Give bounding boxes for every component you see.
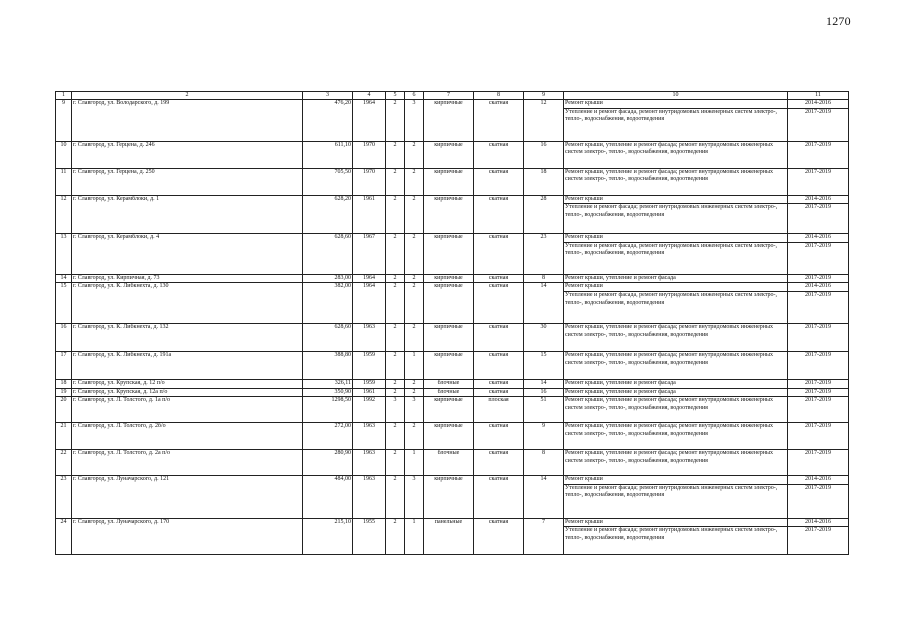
wall-material-cell: кирпичные bbox=[424, 323, 474, 351]
work-description-cell: Ремонт крыши, утепление и ремонт фасада; ремонт внутридомовых инженерных систем электро-, тепло-, водоснабжения, водоотведения bbox=[564, 351, 788, 379]
period-cell: 2017-2019 bbox=[788, 274, 849, 283]
area-cell: 382,00 bbox=[303, 283, 353, 324]
column-5-cell: 2 bbox=[386, 195, 405, 234]
address-cell: г. Славгород, ул. Володарского, д. 199 bbox=[72, 100, 303, 142]
column-5-cell: 2 bbox=[386, 100, 405, 142]
column-header: 11 bbox=[788, 92, 849, 100]
column-9-cell: 9 bbox=[524, 423, 564, 450]
roof-type-cell: скатная bbox=[474, 518, 524, 555]
housing-repair-table bbox=[55, 91, 849, 555]
column-5-cell: 2 bbox=[386, 388, 405, 397]
row-number: 15 bbox=[56, 283, 72, 324]
wall-material-cell: кирпичные bbox=[424, 476, 474, 519]
period-cell: 2017-2019 bbox=[788, 423, 849, 450]
year-cell: 1961 bbox=[353, 195, 386, 234]
row-number: 9 bbox=[56, 100, 72, 142]
period-cell: 2014-2016 bbox=[788, 100, 849, 109]
address-cell: г. Славгород, ул. К. Либкнехта, д. 132 bbox=[72, 323, 303, 351]
work-description-cell: Ремонт крыши, утепление и ремонт фасада; ремонт внутридомовых инженерных систем электро-, тепло-, водоснабжения, водоотведения bbox=[564, 168, 788, 195]
wall-material-cell: кирпичные bbox=[424, 195, 474, 234]
roof-type-cell: скатная bbox=[474, 351, 524, 379]
year-cell: 1963 bbox=[353, 423, 386, 450]
roof-type-cell: скатная bbox=[474, 168, 524, 195]
column-header: 9 bbox=[524, 92, 564, 100]
column-header: 8 bbox=[474, 92, 524, 100]
year-cell: 1955 bbox=[353, 518, 386, 555]
wall-material-cell: кирпичные bbox=[424, 397, 474, 423]
area-cell: 611,10 bbox=[303, 141, 353, 168]
row-number: 12 bbox=[56, 195, 72, 234]
wall-material-cell: кирпичные bbox=[424, 283, 474, 324]
address-cell: г. Славгород, ул. Кирпичная, д. 73 bbox=[72, 274, 303, 283]
row-number: 23 bbox=[56, 476, 72, 519]
year-cell: 1963 bbox=[353, 476, 386, 519]
work-description-cell: Ремонт крыши, утепление и ремонт фасада; ремонт внутридомовых инженерных систем электро-, тепло-, водоснабжения, водоотведения bbox=[564, 423, 788, 450]
column-6-cell: 2 bbox=[405, 283, 424, 324]
year-cell: 1964 bbox=[353, 100, 386, 142]
area-cell: 484,00 bbox=[303, 476, 353, 519]
work-description-cell: Утепление и ремонт фасада; ремонт внутридомовых инженерных систем электро-, тепло-, водоснабжения, водоотведения bbox=[564, 527, 788, 555]
column-header: 5 bbox=[386, 92, 405, 100]
address-cell: г. Славгород, ул. Керамблоки, д. 4 bbox=[72, 234, 303, 275]
table-row bbox=[56, 195, 849, 204]
column-9-cell: 14 bbox=[524, 476, 564, 519]
row-number: 24 bbox=[56, 518, 72, 555]
table-row bbox=[56, 141, 849, 168]
address-cell: г. Славгород, ул. Герцена, д. 246 bbox=[72, 141, 303, 168]
period-cell: 2017-2019 bbox=[788, 141, 849, 168]
work-description-cell: Ремонт крыши bbox=[564, 518, 788, 527]
year-cell: 1963 bbox=[353, 323, 386, 351]
area-cell: 280,90 bbox=[303, 450, 353, 476]
wall-material-cell: кирпичные bbox=[424, 141, 474, 168]
column-header: 10 bbox=[564, 92, 788, 100]
period-cell: 2017-2019 bbox=[788, 351, 849, 379]
column-5-cell: 2 bbox=[386, 234, 405, 275]
column-6-cell: 2 bbox=[405, 388, 424, 397]
period-cell: 2014-2016 bbox=[788, 234, 849, 243]
table-row bbox=[56, 351, 849, 379]
column-6-cell: 2 bbox=[405, 379, 424, 388]
column-9-cell: 15 bbox=[524, 351, 564, 379]
address-cell: г. Славгород, ул. К. Либкнехта, д. 191а bbox=[72, 351, 303, 379]
area-cell: 350,90 bbox=[303, 388, 353, 397]
page-number: 1270 bbox=[826, 14, 851, 28]
period-cell: 2014-2016 bbox=[788, 518, 849, 527]
table-row bbox=[56, 476, 849, 485]
address-cell: г. Славгород, ул. Керамблоки, д. 1 bbox=[72, 195, 303, 234]
column-6-cell: 2 bbox=[405, 195, 424, 234]
year-cell: 1970 bbox=[353, 168, 386, 195]
wall-material-cell: панельные bbox=[424, 518, 474, 555]
column-9-cell: 16 bbox=[524, 141, 564, 168]
address-cell: г. Славгород, ул. Крупская, д. 12а п/о bbox=[72, 388, 303, 397]
column-header: 6 bbox=[405, 92, 424, 100]
column-5-cell: 2 bbox=[386, 351, 405, 379]
address-cell: г. Славгород, ул. Луначарского, д. 121 bbox=[72, 476, 303, 519]
table-row bbox=[56, 234, 849, 243]
wall-material-cell: блочные bbox=[424, 450, 474, 476]
row-number: 19 bbox=[56, 388, 72, 397]
area-cell: 628,60 bbox=[303, 323, 353, 351]
column-9-cell: 14 bbox=[524, 283, 564, 324]
roof-type-cell: скатная bbox=[474, 379, 524, 388]
column-9-cell: 7 bbox=[524, 518, 564, 555]
year-cell: 1964 bbox=[353, 274, 386, 283]
column-9-cell: 23 bbox=[524, 234, 564, 275]
row-number: 17 bbox=[56, 351, 72, 379]
work-description-cell: Утепление и ремонт фасада, ремонт внутридомовых инженерных систем электро-, тепло-, водоснабжения, водоотведения bbox=[564, 108, 788, 141]
roof-type-cell: скатная bbox=[474, 100, 524, 142]
table-row bbox=[56, 388, 849, 397]
row-number: 10 bbox=[56, 141, 72, 168]
column-5-cell: 2 bbox=[386, 323, 405, 351]
area-cell: 388,80 bbox=[303, 351, 353, 379]
column-5-cell: 2 bbox=[386, 168, 405, 195]
row-number: 11 bbox=[56, 168, 72, 195]
roof-type-cell: скатная bbox=[474, 388, 524, 397]
column-5-cell: 2 bbox=[386, 141, 405, 168]
roof-type-cell: скатная bbox=[474, 323, 524, 351]
roof-type-cell: плоская bbox=[474, 397, 524, 423]
work-description-cell: Ремонт крыши bbox=[564, 195, 788, 204]
column-header: 3 bbox=[303, 92, 353, 100]
column-6-cell: 2 bbox=[405, 234, 424, 275]
column-9-cell: 51 bbox=[524, 397, 564, 423]
work-description-cell: Ремонт крыши, утепление и ремонт фасада; ремонт внутридомовых инженерных систем электро-, тепло-, водоснабжения, водоотведения bbox=[564, 397, 788, 423]
table-row bbox=[56, 283, 849, 292]
column-6-cell: 2 bbox=[405, 274, 424, 283]
address-cell: г. Славгород, ул. Л. Толстого, д. 2б/о bbox=[72, 423, 303, 450]
year-cell: 1959 bbox=[353, 379, 386, 388]
table-row bbox=[56, 423, 849, 450]
work-description-cell: Ремонт крыши, утепление и ремонт фасада; ремонт внутридомовых инженерных систем электро-, тепло-, водоснабжения, водоотведения bbox=[564, 141, 788, 168]
work-description-cell: Ремонт крыши bbox=[564, 283, 788, 292]
area-cell: 326,11 bbox=[303, 379, 353, 388]
roof-type-cell: скатная bbox=[474, 450, 524, 476]
row-number: 13 bbox=[56, 234, 72, 275]
work-description-cell: Ремонт крыши, утепление и ремонт фасада; ремонт внутридомовых инженерных систем электро-, тепло-, водоснабжения, водоотведения bbox=[564, 450, 788, 476]
period-cell: 2017-2019 bbox=[788, 388, 849, 397]
area-cell: 476,20 bbox=[303, 100, 353, 142]
column-header: 7 bbox=[424, 92, 474, 100]
table-row bbox=[56, 379, 849, 388]
period-cell: 2017-2019 bbox=[788, 397, 849, 423]
year-cell: 1963 bbox=[353, 450, 386, 476]
period-cell: 2017-2019 bbox=[788, 291, 849, 323]
column-5-cell: 2 bbox=[386, 379, 405, 388]
column-9-cell: 12 bbox=[524, 100, 564, 142]
column-5-cell: 2 bbox=[386, 283, 405, 324]
table-row bbox=[56, 100, 849, 109]
column-5-cell: 3 bbox=[386, 397, 405, 423]
column-6-cell: 1 bbox=[405, 450, 424, 476]
year-cell: 1967 bbox=[353, 234, 386, 275]
column-header: 1 bbox=[56, 92, 72, 100]
column-6-cell: 3 bbox=[405, 100, 424, 142]
work-description-cell: Ремонт крыши bbox=[564, 100, 788, 109]
year-cell: 1970 bbox=[353, 141, 386, 168]
roof-type-cell: скатная bbox=[474, 283, 524, 324]
work-description-cell: Ремонт крыши, утепление и ремонт фасада bbox=[564, 379, 788, 388]
area-cell: 215,10 bbox=[303, 518, 353, 555]
period-cell: 2017-2019 bbox=[788, 527, 849, 555]
period-cell: 2017-2019 bbox=[788, 204, 849, 234]
table-row bbox=[56, 518, 849, 527]
address-cell: г. Славгород, ул. Герцена, д. 250 bbox=[72, 168, 303, 195]
column-6-cell: 1 bbox=[405, 518, 424, 555]
roof-type-cell: скатная bbox=[474, 141, 524, 168]
work-description-cell: Утепление и ремонт фасада; ремонт внутридомовых инженерных систем электро-, тепло-, водоснабжения, водоотведения bbox=[564, 204, 788, 234]
row-number: 22 bbox=[56, 450, 72, 476]
roof-type-cell: скатная bbox=[474, 195, 524, 234]
roof-type-cell: скатная bbox=[474, 274, 524, 283]
column-5-cell: 2 bbox=[386, 423, 405, 450]
period-cell: 2017-2019 bbox=[788, 242, 849, 274]
column-5-cell: 2 bbox=[386, 518, 405, 555]
wall-material-cell: кирпичные bbox=[424, 168, 474, 195]
column-header: 4 bbox=[353, 92, 386, 100]
year-cell: 1992 bbox=[353, 397, 386, 423]
table-row bbox=[56, 397, 849, 423]
wall-material-cell: кирпичные bbox=[424, 423, 474, 450]
address-cell: г. Славгород, ул. Луначарского, д. 170 bbox=[72, 518, 303, 555]
table-row bbox=[56, 450, 849, 476]
column-header: 2 bbox=[72, 92, 303, 100]
row-number: 14 bbox=[56, 274, 72, 283]
period-cell: 2017-2019 bbox=[788, 168, 849, 195]
wall-material-cell: кирпичные bbox=[424, 274, 474, 283]
work-description-cell: Ремонт крыши, утепление и ремонт фасада; ремонт внутридомовых инженерных систем электро-, тепло-, водоснабжения, водоотведения bbox=[564, 323, 788, 351]
column-5-cell: 2 bbox=[386, 476, 405, 519]
column-6-cell: 2 bbox=[405, 168, 424, 195]
roof-type-cell: скатная bbox=[474, 234, 524, 275]
year-cell: 1961 bbox=[353, 388, 386, 397]
area-cell: 272,00 bbox=[303, 423, 353, 450]
period-cell: 2017-2019 bbox=[788, 484, 849, 518]
address-cell: г. Славгород, ул. Л. Толстого, д. 2а п/о bbox=[72, 450, 303, 476]
address-cell: г. Славгород, ул. Л. Толстого, д. 1а п/о bbox=[72, 397, 303, 423]
work-description-cell: Ремонт крыши bbox=[564, 234, 788, 243]
column-9-cell: 8 bbox=[524, 450, 564, 476]
work-description-cell: Ремонт крыши bbox=[564, 476, 788, 485]
wall-material-cell: блочные bbox=[424, 388, 474, 397]
column-6-cell: 2 bbox=[405, 141, 424, 168]
row-number: 16 bbox=[56, 323, 72, 351]
address-cell: г. Славгород, ул. К. Либкнехта, д. 130 bbox=[72, 283, 303, 324]
period-cell: 2017-2019 bbox=[788, 108, 849, 141]
row-number: 20 bbox=[56, 397, 72, 423]
year-cell: 1959 bbox=[353, 351, 386, 379]
period-cell: 2017-2019 bbox=[788, 379, 849, 388]
period-cell: 2014-2016 bbox=[788, 283, 849, 292]
column-5-cell: 2 bbox=[386, 274, 405, 283]
column-6-cell: 2 bbox=[405, 323, 424, 351]
column-6-cell: 2 bbox=[405, 423, 424, 450]
wall-material-cell: кирпичные bbox=[424, 234, 474, 275]
table-body bbox=[56, 100, 849, 555]
wall-material-cell: кирпичные bbox=[424, 351, 474, 379]
area-cell: 283,00 bbox=[303, 274, 353, 283]
table-row bbox=[56, 168, 849, 195]
row-number: 18 bbox=[56, 379, 72, 388]
work-description-cell: Утепление и ремонт фасада, ремонт внутридомовых инженерных систем электро-, тепло-, водоснабжения, водоотведения bbox=[564, 242, 788, 274]
column-9-cell: 30 bbox=[524, 323, 564, 351]
column-9-cell: 28 bbox=[524, 195, 564, 234]
work-description-cell: Ремонт крыши, утепление и ремонт фасада bbox=[564, 274, 788, 283]
column-9-cell: 16 bbox=[524, 388, 564, 397]
area-cell: 628,20 bbox=[303, 195, 353, 234]
roof-type-cell: скатная bbox=[474, 476, 524, 519]
column-9-cell: 18 bbox=[524, 168, 564, 195]
work-description-cell: Утепление и ремонт фасада, ремонт внутридомовых инженерных систем электро-, тепло-, водоснабжения, водоотведения bbox=[564, 291, 788, 323]
column-5-cell: 2 bbox=[386, 450, 405, 476]
wall-material-cell: кирпичные bbox=[424, 100, 474, 142]
row-number: 21 bbox=[56, 423, 72, 450]
address-cell: г. Славгород, ул. Крупская, д. 12 п/о bbox=[72, 379, 303, 388]
table-row bbox=[56, 274, 849, 283]
roof-type-cell: скатная bbox=[474, 423, 524, 450]
year-cell: 1964 bbox=[353, 283, 386, 324]
work-description-cell: Утепление и ремонт фасада; ремонт внутридомовых инженерных систем электро-, тепло-, водоснабжения, водоотведения bbox=[564, 484, 788, 518]
column-9-cell: 14 bbox=[524, 379, 564, 388]
period-cell: 2017-2019 bbox=[788, 323, 849, 351]
table-row bbox=[56, 323, 849, 351]
area-cell: 628,60 bbox=[303, 234, 353, 275]
area-cell: 705,50 bbox=[303, 168, 353, 195]
column-6-cell: 3 bbox=[405, 397, 424, 423]
column-number-row bbox=[56, 92, 849, 100]
wall-material-cell: блочные bbox=[424, 379, 474, 388]
work-description-cell: Ремонт крыши, утепление и ремонт фасада bbox=[564, 388, 788, 397]
period-cell: 2014-2016 bbox=[788, 195, 849, 204]
period-cell: 2017-2019 bbox=[788, 450, 849, 476]
area-cell: 1298,50 bbox=[303, 397, 353, 423]
column-6-cell: 3 bbox=[405, 476, 424, 519]
column-6-cell: 1 bbox=[405, 351, 424, 379]
period-cell: 2014-2016 bbox=[788, 476, 849, 485]
column-9-cell: 8 bbox=[524, 274, 564, 283]
